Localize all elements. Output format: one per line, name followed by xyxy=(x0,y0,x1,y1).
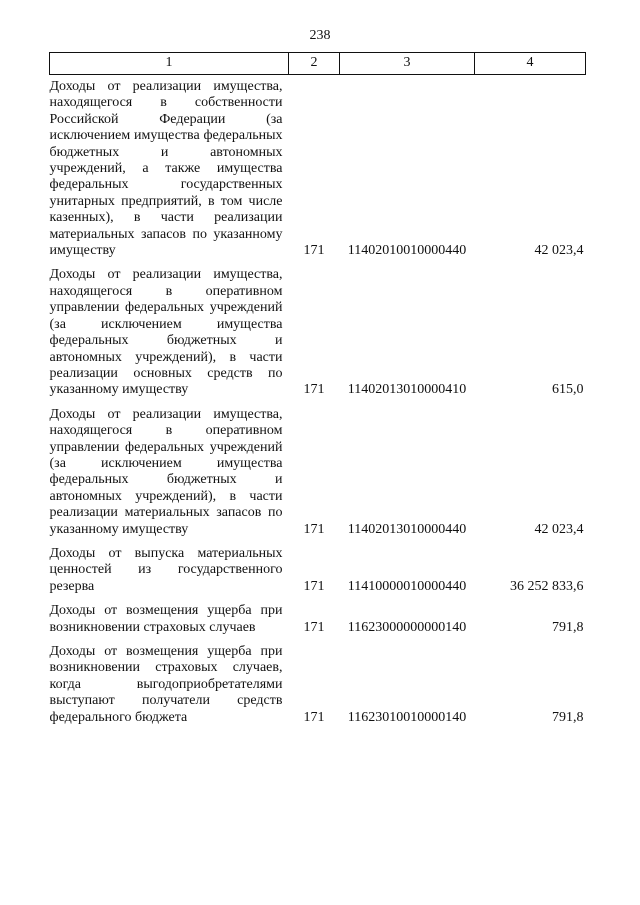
row-kbk: 11410000010000440 xyxy=(347,578,467,594)
row-amount: 36 252 833,6 xyxy=(510,578,584,594)
table-row xyxy=(50,599,586,640)
row-description: Доходы от реализации имущества, находящегося в оперативном управлении федеральных учреждений (за исключением имущества федеральных бюджетных и автономных учреждений), в части реализации материальных запасов по указанному имуществу xyxy=(49,406,283,537)
row-description: Доходы от выпуска материальных ценностей из государственного резерва xyxy=(49,545,283,594)
row-kbk: 11402013010000410 xyxy=(347,382,467,398)
header-col-4: 4 xyxy=(475,53,586,75)
row-admin-code: 171 xyxy=(303,243,325,259)
table-header xyxy=(50,53,586,75)
row-kbk: 11623010010000140 xyxy=(347,709,467,725)
revenue-table xyxy=(49,52,586,730)
header-col-2: 2 xyxy=(289,53,340,75)
header-col-3: 3 xyxy=(340,53,475,75)
table-row xyxy=(50,640,586,730)
row-description: Доходы от возмещения ущерба при возникновении страховых случаев xyxy=(49,603,283,635)
row-kbk: 11402010010000440 xyxy=(347,243,467,259)
header-row xyxy=(50,53,586,75)
row-description: Доходы от реализации имущества, находящегося в собственности Российской Федерации (за исключением имущества федеральных бюджетных и автономных учреждений, а также имущества федеральных государственных унитарных предприятий, в том числе казенных), в части реализации материальных запасов по указанному имуществу xyxy=(49,79,283,259)
row-description: Доходы от возмещения ущерба при возникновении страховых случаев, когда выгодоприобретателями выступают получатели средств федерального бюджета xyxy=(49,644,283,725)
header-col-1: 1 xyxy=(50,53,289,75)
table-row xyxy=(50,263,586,402)
row-admin-code: 171 xyxy=(303,521,325,537)
page-number: 238 xyxy=(309,28,331,43)
table-row xyxy=(50,403,586,542)
row-admin-code: 171 xyxy=(303,709,325,725)
table-row xyxy=(50,542,586,599)
row-admin-code: 171 xyxy=(303,619,325,635)
row-kbk: 11402013010000440 xyxy=(347,521,467,537)
row-description: Доходы от реализации имущества, находящегося в оперативном управлении федеральных учреждений (за исключением имущества федеральных бюджетных и автономных учреждений), в части реализации основных средств по указанному имуществу xyxy=(49,267,283,398)
row-amount: 791,8 xyxy=(552,619,584,635)
table-row xyxy=(50,75,586,264)
row-amount: 615,0 xyxy=(552,382,584,398)
row-amount: 42 023,4 xyxy=(534,521,584,537)
row-kbk: 11623000000000140 xyxy=(347,619,467,635)
row-admin-code: 171 xyxy=(303,382,325,398)
row-amount: 791,8 xyxy=(552,709,584,725)
row-amount: 42 023,4 xyxy=(534,243,584,259)
table-body xyxy=(50,75,586,731)
row-admin-code: 171 xyxy=(303,578,325,594)
